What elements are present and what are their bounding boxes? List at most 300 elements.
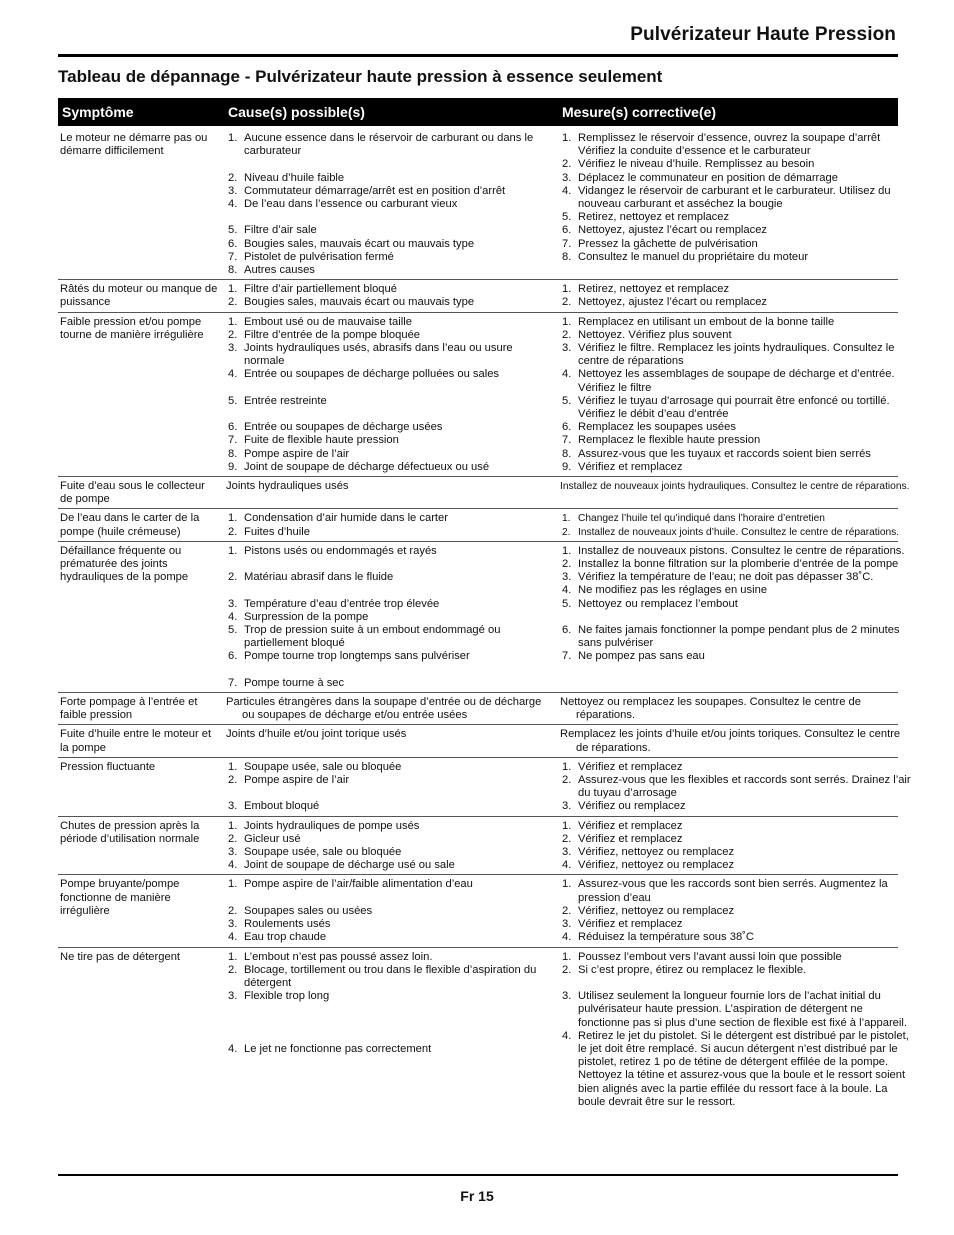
list-number: 4. [562, 368, 572, 381]
list-number: 2. [228, 904, 238, 917]
causes-cell [224, 480, 558, 506]
remedy-text: Nettoyez. Vérifiez plus souvent [578, 328, 732, 341]
list-number: 3. [562, 342, 572, 355]
remedy-item [560, 461, 912, 474]
remedy-item [560, 434, 912, 447]
remedy-text: Si c’est propre, étirez ou remplacez le flexible. [578, 963, 807, 976]
remedy-item [560, 224, 912, 237]
remedy-text: Remplacez le flexible haute pression [578, 434, 761, 447]
list-number: 4. [228, 931, 238, 944]
table-row [58, 725, 901, 757]
remedy-item [560, 650, 912, 663]
list-number: 4. [562, 931, 572, 944]
cause-text: Niveau d’huile faible [244, 171, 345, 184]
remedy-item [560, 211, 912, 224]
list-number: 2. [228, 328, 238, 341]
list-number: 2. [562, 774, 572, 787]
list-number: 7. [562, 434, 572, 447]
cause-item [226, 224, 550, 237]
list-number: 8. [562, 250, 572, 263]
cause-item [226, 342, 550, 368]
cause-item [226, 395, 550, 408]
cause-item [226, 931, 550, 944]
list-number: 7. [562, 237, 572, 250]
remedy-item [560, 421, 912, 434]
table-row [58, 758, 911, 817]
list-number: 4. [562, 1029, 572, 1042]
list-number: 8. [562, 447, 572, 460]
causes-cell [224, 728, 558, 754]
remedy-text: Nettoyez ou remplacez les soupapes. Consultez le centre de réparations. [560, 696, 861, 722]
list-number: 3. [562, 918, 572, 931]
remedy-text: Remplissez le réservoir d’essence, ouvrez la soupape d’arrêt Vérifiez la conduite d’essence et le carburateur [578, 132, 881, 158]
list-number: 3. [562, 800, 572, 813]
cause-item [226, 859, 550, 872]
cause-item [226, 598, 550, 611]
cause-item [226, 833, 550, 846]
list-number: 2. [228, 963, 238, 976]
list-number: 5. [228, 224, 238, 237]
list-number: 2. [562, 158, 572, 171]
remedy-text: Consultez le manuel du propriétaire du moteur [578, 250, 809, 263]
cause-text: Aucune essence dans le réservoir de carburant ou dans le carburateur [244, 132, 534, 158]
causes-cell [224, 316, 558, 474]
remedy-item [560, 859, 912, 872]
symptom-cell: Ne tire pas de détergent [60, 950, 181, 963]
table-row [58, 126, 898, 280]
cause-text: Filtre d’air sale [244, 224, 317, 237]
list-number: 1. [562, 950, 572, 963]
remedy-text: Vérifiez, nettoyez ou remplacez [578, 846, 735, 859]
cause-text: Température d’eau d’entrée trop élevée [244, 597, 440, 610]
remedy-item [560, 761, 912, 774]
table-row [58, 948, 909, 1111]
list-number: 2. [562, 963, 572, 976]
list-number: 1. [228, 950, 238, 963]
cause-text: Filtre d’entrée de la pompe bloquée [244, 328, 421, 341]
remedy-text: Utilisez seulement la longueur fournie lors de l’achat initial du pulvérisateur haute pression. L’aspiration de détergent ne fonctionne pas si plus d’une section de flexible est fixé à l’appareil. [578, 990, 907, 1029]
cause-item [226, 846, 550, 859]
remedy-text: Vérifiez la température de l’eau; ne doit pas dépasser 38˚C. [578, 571, 874, 584]
table-row [58, 693, 898, 725]
causes-cell [224, 761, 558, 814]
remedy-text: Installez de nouveaux pistons. Consultez le centre de réparations. [578, 544, 905, 557]
cause-item [226, 571, 550, 584]
cause-item [226, 448, 550, 461]
list-number: 6. [228, 421, 238, 434]
remedies-cell [558, 761, 912, 814]
remedy-text: Nettoyez ou remplacez l’embout [578, 597, 738, 610]
cause-item [226, 761, 550, 774]
remedy-item [560, 329, 912, 342]
list-number: 3. [228, 800, 238, 813]
causes-cell [224, 132, 558, 277]
list-number: 7. [562, 650, 572, 663]
section-title: Tableau de dépannage - Pulvérizateur haute pression à essence seulement [58, 67, 663, 86]
cause-item [226, 264, 550, 277]
cause-text: Joints d’huile et/ou joint torique usés [226, 728, 407, 741]
remedy-item [560, 833, 912, 846]
remedy-text: Vérifiez et remplacez [578, 819, 683, 832]
remedy-item [560, 964, 912, 977]
cause-text: Blocage, tortillement ou trou dans le flexible d’aspiration du détergent [244, 963, 537, 989]
cause-text: Joints hydrauliques usés, abrasifs dans l’eau ou usure normale [244, 342, 513, 368]
cause-text: Fuites d’huile [244, 525, 310, 538]
list-number: 3. [228, 597, 238, 610]
remedy-text: Ne faites jamais fonctionner la pompe pendant plus de 2 minutes sans pulvériser [578, 624, 900, 650]
cause-text: L’embout n’est pas poussé assez loin. [244, 950, 433, 963]
remedy-text: Installez de nouveaux joints d’huile. Consultez le centre de réparations. [578, 526, 900, 538]
list-number: 7. [228, 434, 238, 447]
remedy-text: Retirez, nettoyez et remplacez [578, 283, 730, 296]
cause-text: Pompe tourne trop longtemps sans pulvériser [244, 650, 470, 663]
causes-cell [224, 820, 558, 873]
cause-text: Joints hydrauliques de pompe usés [244, 819, 420, 832]
remedies-cell [558, 316, 912, 474]
list-number: 1. [228, 132, 238, 144]
remedy-item [560, 512, 912, 525]
list-number: 2. [228, 774, 238, 787]
symptom-cell: Pompe bruyante/pompe fonctionne de manière irrégulière [60, 878, 180, 917]
list-number: 6. [562, 624, 572, 637]
list-number: 9. [228, 460, 238, 473]
remedy-item [560, 238, 912, 251]
remedy-text: Ne pompez pas sans eau [578, 650, 705, 663]
list-number: 5. [562, 394, 572, 407]
list-number: 2. [228, 832, 238, 845]
symptom-cell: Fuite d’huile entre le moteur et la pompe [60, 728, 212, 754]
table-body [58, 126, 911, 1111]
list-number: 2. [228, 571, 238, 584]
remedies-cell [558, 878, 912, 944]
causes-cell [224, 696, 558, 722]
list-number: 1. [562, 513, 571, 525]
remedies-cell [558, 728, 912, 754]
list-number: 2. [562, 296, 572, 309]
cause-item [226, 964, 550, 990]
symptom-cell: Chutes de pression après la période d’utilisation normale [60, 819, 200, 845]
list-number: 3. [228, 846, 238, 859]
cause-item [226, 918, 550, 931]
cause-item [226, 296, 550, 309]
list-number: 6. [562, 421, 572, 434]
list-number: 4. [562, 859, 572, 872]
cause-item [226, 132, 550, 158]
list-number: 1. [228, 819, 238, 832]
list-number: 1. [562, 819, 572, 832]
cause-item [226, 878, 550, 891]
list-number: 3. [562, 846, 572, 859]
cause-item [226, 329, 550, 342]
remedy-text: Retirez le jet du pistolet. Si le détergent est distribué par le pistolet, le jet doit être remplacé. Si aucun détergent n’est distribué par le pistolet, retirez 1 po de tétine de détergent effilée de la pompe. Nettoyez la tétine et assurez-vous que la boule et le ressort soient bien alignés avec la partie effilée du ressort face à la boule. La boule devrait être sur le ressort. [578, 1029, 909, 1108]
symptom-cell: Le moteur ne démarre pas ou démarre difficilement [60, 132, 208, 158]
cause-item [226, 545, 550, 558]
remedies-cell [558, 545, 912, 690]
remedy-text: Assurez-vous que les raccords sont bien serrés. Augmentez la pression d’eau [578, 878, 888, 904]
remedy-item [560, 185, 912, 211]
remedy-text: Vérifiez, nettoyez ou remplacez [578, 859, 735, 872]
remedy-item [560, 624, 912, 650]
remedy-text: Changez l’huile tel qu’indiqué dans l’horaire d’entretien [578, 513, 825, 525]
list-number: 1. [562, 132, 572, 144]
remedy-text: Nettoyez, ajustez l’écart ou remplacez [578, 224, 768, 237]
table-row [58, 817, 898, 876]
cause-text: Soupape usée, sale ou bloquée [244, 760, 402, 773]
remedy-item [560, 368, 912, 394]
list-number: 5. [228, 624, 238, 637]
cause-item [226, 624, 550, 650]
remedy-item [560, 571, 912, 584]
list-number: 1. [562, 283, 572, 296]
remedy-item [560, 905, 912, 918]
cause-item [226, 198, 550, 211]
list-number: 2. [228, 296, 238, 309]
remedies-cell [558, 512, 912, 538]
list-number: 4. [228, 610, 238, 623]
cause-text: Roulements usés [244, 918, 331, 931]
list-number: 4. [228, 368, 238, 381]
cause-item [226, 650, 550, 663]
list-number: 3. [562, 171, 572, 184]
remedy-text: Remplacez en utilisant un embout de la bonne taille [578, 315, 835, 328]
cause-item [226, 283, 550, 296]
symptom-cell: Pression fluctuante [60, 760, 156, 773]
remedy-item [560, 598, 912, 611]
cause-item [226, 368, 550, 381]
cause-item [226, 820, 550, 833]
causes-cell [224, 545, 558, 690]
column-header-symptom: Symptôme [62, 104, 134, 120]
cause-text: Flexible trop long [244, 990, 330, 1003]
cause-text: Entrée ou soupapes de décharge usées [244, 421, 443, 434]
remedy-text: Nettoyez, ajustez l’écart ou remplacez [578, 296, 768, 309]
remedy-text: Remplacez les soupapes usées [578, 421, 736, 434]
remedy-text: Nettoyez les assemblages de soupape de décharge et d’entrée. Vérifiez le filtre [578, 368, 895, 394]
remedy-item [560, 395, 912, 421]
remedy-item [560, 545, 912, 558]
remedy-item [560, 172, 912, 185]
cause-item [226, 512, 550, 525]
table-header [58, 98, 898, 126]
remedy-item [560, 558, 912, 571]
remedy-text: Déplacez le communateur en position de démarrage [578, 171, 838, 184]
table-row [58, 313, 898, 477]
cause-text: Matériau abrasif dans le fluide [244, 571, 394, 584]
cause-text: Fuite de flexible haute pression [244, 434, 399, 447]
remedy-text: Assurez-vous que les flexibles et raccords sont serrés. Drainez l’air du tuyau d’arrosage [578, 774, 911, 800]
cause-item [226, 611, 550, 624]
column-header-remedies: Mesure(s) corrective(e) [562, 104, 717, 120]
remedy-item [560, 820, 912, 833]
bottom-divider [58, 1174, 898, 1176]
cause-text: Pompe aspire de l’air [244, 774, 350, 787]
top-divider [58, 54, 898, 57]
cause-item [226, 677, 550, 690]
list-number: 6. [228, 650, 238, 663]
list-number: 2. [562, 904, 572, 917]
list-number: 1. [228, 512, 238, 525]
remedy-text: Installez la bonne filtration sur la plomberie d’entrée de la pompe [578, 558, 899, 571]
cause-text: Bougies sales, mauvais écart ou mauvais type [244, 237, 475, 250]
remedy-item [560, 342, 912, 368]
list-number: 4. [562, 184, 572, 197]
list-number: 8. [228, 447, 238, 460]
list-number: 2. [562, 328, 572, 341]
causes-cell [224, 283, 558, 309]
remedy-text: Vérifiez et remplacez [578, 760, 683, 773]
cause-text: Pistolet de pulvérisation fermé [244, 250, 394, 263]
remedies-cell [558, 820, 912, 873]
remedy-text: Réduisez la température sous 38˚C [578, 931, 754, 944]
symptom-cell: Forte pompage à l’entrée et faible pression [60, 696, 198, 722]
remedy-text: Retirez, nettoyez et remplacez [578, 211, 730, 224]
list-number: 6. [562, 224, 572, 237]
symptom-cell: De l’eau dans le carter de la pompe (huile crémeuse) [60, 512, 200, 538]
list-number: 4. [228, 1042, 238, 1055]
list-number: 1. [562, 878, 572, 891]
list-number: 5. [228, 394, 238, 407]
cause-item [226, 238, 550, 251]
list-number: 6. [228, 237, 238, 250]
list-number: 1. [562, 544, 572, 557]
remedy-text: Vérifiez le tuyau d’arrosage qui pourrait être enfoncé ou tortillé. Vérifiez le débit d’eau d’entrée [578, 394, 890, 421]
symptom-cell: Fuite d’eau sous le collecteur de pompe [60, 480, 205, 506]
remedy-text: Vérifiez et remplacez [578, 832, 683, 845]
remedy-item [560, 800, 912, 813]
remedy-text: Poussez l’embout vers l’avant aussi loin que possible [578, 950, 842, 963]
table-row [58, 477, 910, 509]
remedy-item [560, 251, 912, 264]
list-number: 1. [228, 760, 238, 773]
remedy-text: Pressez la gâchette de pulvérisation [578, 237, 758, 250]
cause-text: Soupapes sales ou usées [244, 904, 373, 917]
list-number: 7. [228, 250, 238, 263]
cause-item [226, 185, 550, 198]
remedy-text: Vérifiez le filtre. Remplacez les joints hydrauliques. Consultez le centre de réparations [578, 342, 895, 368]
cause-text: Pompe aspire de l’air/faible alimentation d’eau [244, 878, 473, 891]
page-number: Fr 15 [460, 1188, 494, 1204]
list-number: 2. [562, 558, 572, 571]
list-number: 1. [228, 878, 238, 891]
cause-text: Bougies sales, mauvais écart ou mauvais type [244, 296, 475, 309]
list-number: 2. [228, 171, 238, 184]
cause-text: Entrée restreinte [244, 394, 327, 407]
remedy-text: Assurez-vous que les tuyaux et raccords soient bien serrés [578, 447, 871, 460]
list-number: 5. [562, 597, 572, 610]
cause-text: Entrée ou soupapes de décharge polluées ou sales [244, 368, 500, 381]
cause-item [226, 251, 550, 264]
remedies-cell [558, 132, 912, 277]
list-number: 8. [228, 264, 238, 276]
remedy-item [560, 846, 912, 859]
table-row [58, 280, 898, 312]
remedies-cell [558, 696, 912, 722]
symptom-cell: Défaillance fréquente ou prématurée des joints hydrauliques de la pompe [60, 544, 189, 584]
list-number: 3. [228, 184, 238, 197]
cause-text: Condensation d’air humide dans le carter [244, 512, 448, 525]
remedy-item [560, 158, 912, 171]
remedy-text: Vidangez le réservoir de carburant et le carburateur. Utilisez du nouveau carburant et asséchez la bougie [578, 184, 891, 211]
remedy-item [560, 296, 912, 309]
list-number: 2. [228, 525, 238, 538]
remedy-item [560, 1030, 912, 1109]
cause-text: Commutateur démarrage/arrêt est en position d’arrêt [244, 184, 506, 197]
table-row [58, 509, 898, 541]
remedy-text: Vérifiez ou remplacez [578, 800, 686, 813]
cause-text: Trop de pression suite à un embout endommagé ou partiellement bloqué [244, 624, 501, 650]
list-number: 7. [228, 676, 238, 689]
cause-text: Pistons usés ou endommagés et rayés [244, 544, 437, 557]
cause-item [226, 800, 550, 813]
remedy-text: Ne modifiez pas les réglages en usine [578, 584, 768, 597]
remedies-cell [558, 283, 912, 309]
cause-text: Embout bloqué [244, 800, 320, 813]
list-number: 4. [228, 198, 238, 210]
remedy-item [560, 931, 912, 944]
remedy-text: Vérifiez le niveau d’huile. Remplissez au besoin [578, 158, 815, 171]
remedy-item [560, 774, 912, 800]
list-number: 2. [562, 832, 572, 845]
remedy-item [560, 132, 912, 158]
cause-text: Gicleur usé [244, 832, 301, 845]
list-number: 1. [228, 283, 238, 296]
remedies-cell [558, 480, 912, 506]
cause-item [226, 774, 550, 787]
column-header-causes: Cause(s) possible(s) [228, 104, 365, 120]
table-row [58, 542, 905, 693]
cause-text: Joints hydrauliques usés [226, 480, 349, 493]
table-row [58, 875, 898, 947]
remedy-text: Remplacez les joints d’huile et/ou joints toriques. Consultez le centre de réparations. [560, 728, 901, 754]
page-title: Pulvérizateur Haute Pression [630, 24, 896, 45]
remedy-item [560, 951, 912, 964]
cause-text: Surpression de la pompe [244, 610, 369, 623]
list-number: 4. [228, 859, 238, 872]
list-number: 9. [562, 460, 572, 473]
remedy-item [560, 316, 912, 329]
cause-text: Eau trop chaude [244, 931, 327, 944]
list-number: 3. [562, 571, 572, 584]
list-number: 1. [562, 760, 572, 773]
list-number: 1. [228, 544, 238, 557]
cause-text: Joint de soupape de décharge usé ou sale [244, 859, 455, 872]
remedy-text: Installez de nouveaux joints hydrauliques. Consultez le centre de réparations. [560, 481, 910, 493]
cause-text: Pompe aspire de l’air [244, 447, 350, 460]
remedy-text: Vérifiez, nettoyez ou remplacez [578, 904, 735, 917]
symptom-cell: Râtés du moteur ou manque de puissance [60, 283, 218, 309]
remedy-item [560, 878, 912, 904]
remedies-cell [558, 951, 912, 1109]
cause-item [226, 461, 550, 474]
symptom-cell: Faible pression et/ou pompe tourne de manière irrégulière [60, 315, 204, 341]
remedy-item [560, 990, 912, 1030]
causes-cell [224, 951, 558, 1109]
cause-item [226, 1043, 550, 1056]
list-number: 3. [228, 990, 238, 1003]
list-number: 3. [228, 342, 238, 355]
remedy-text: Vérifiez et remplacez [578, 918, 683, 931]
cause-text: Particules étrangères dans la soupape d’entrée ou de décharge ou soupapes de décharge et/ou entrée usées [226, 696, 542, 722]
cause-item [226, 526, 550, 539]
list-number: 5. [562, 211, 572, 224]
cause-text: Embout usé ou de mauvaise taille [244, 315, 412, 328]
list-number: 2. [562, 526, 571, 538]
cause-text: Soupape usée, sale ou bloquée [244, 846, 402, 859]
remedy-item [560, 526, 912, 539]
cause-text: Autres causes [244, 264, 315, 276]
causes-cell [224, 878, 558, 944]
remedy-text: Vérifiez et remplacez [578, 460, 683, 473]
